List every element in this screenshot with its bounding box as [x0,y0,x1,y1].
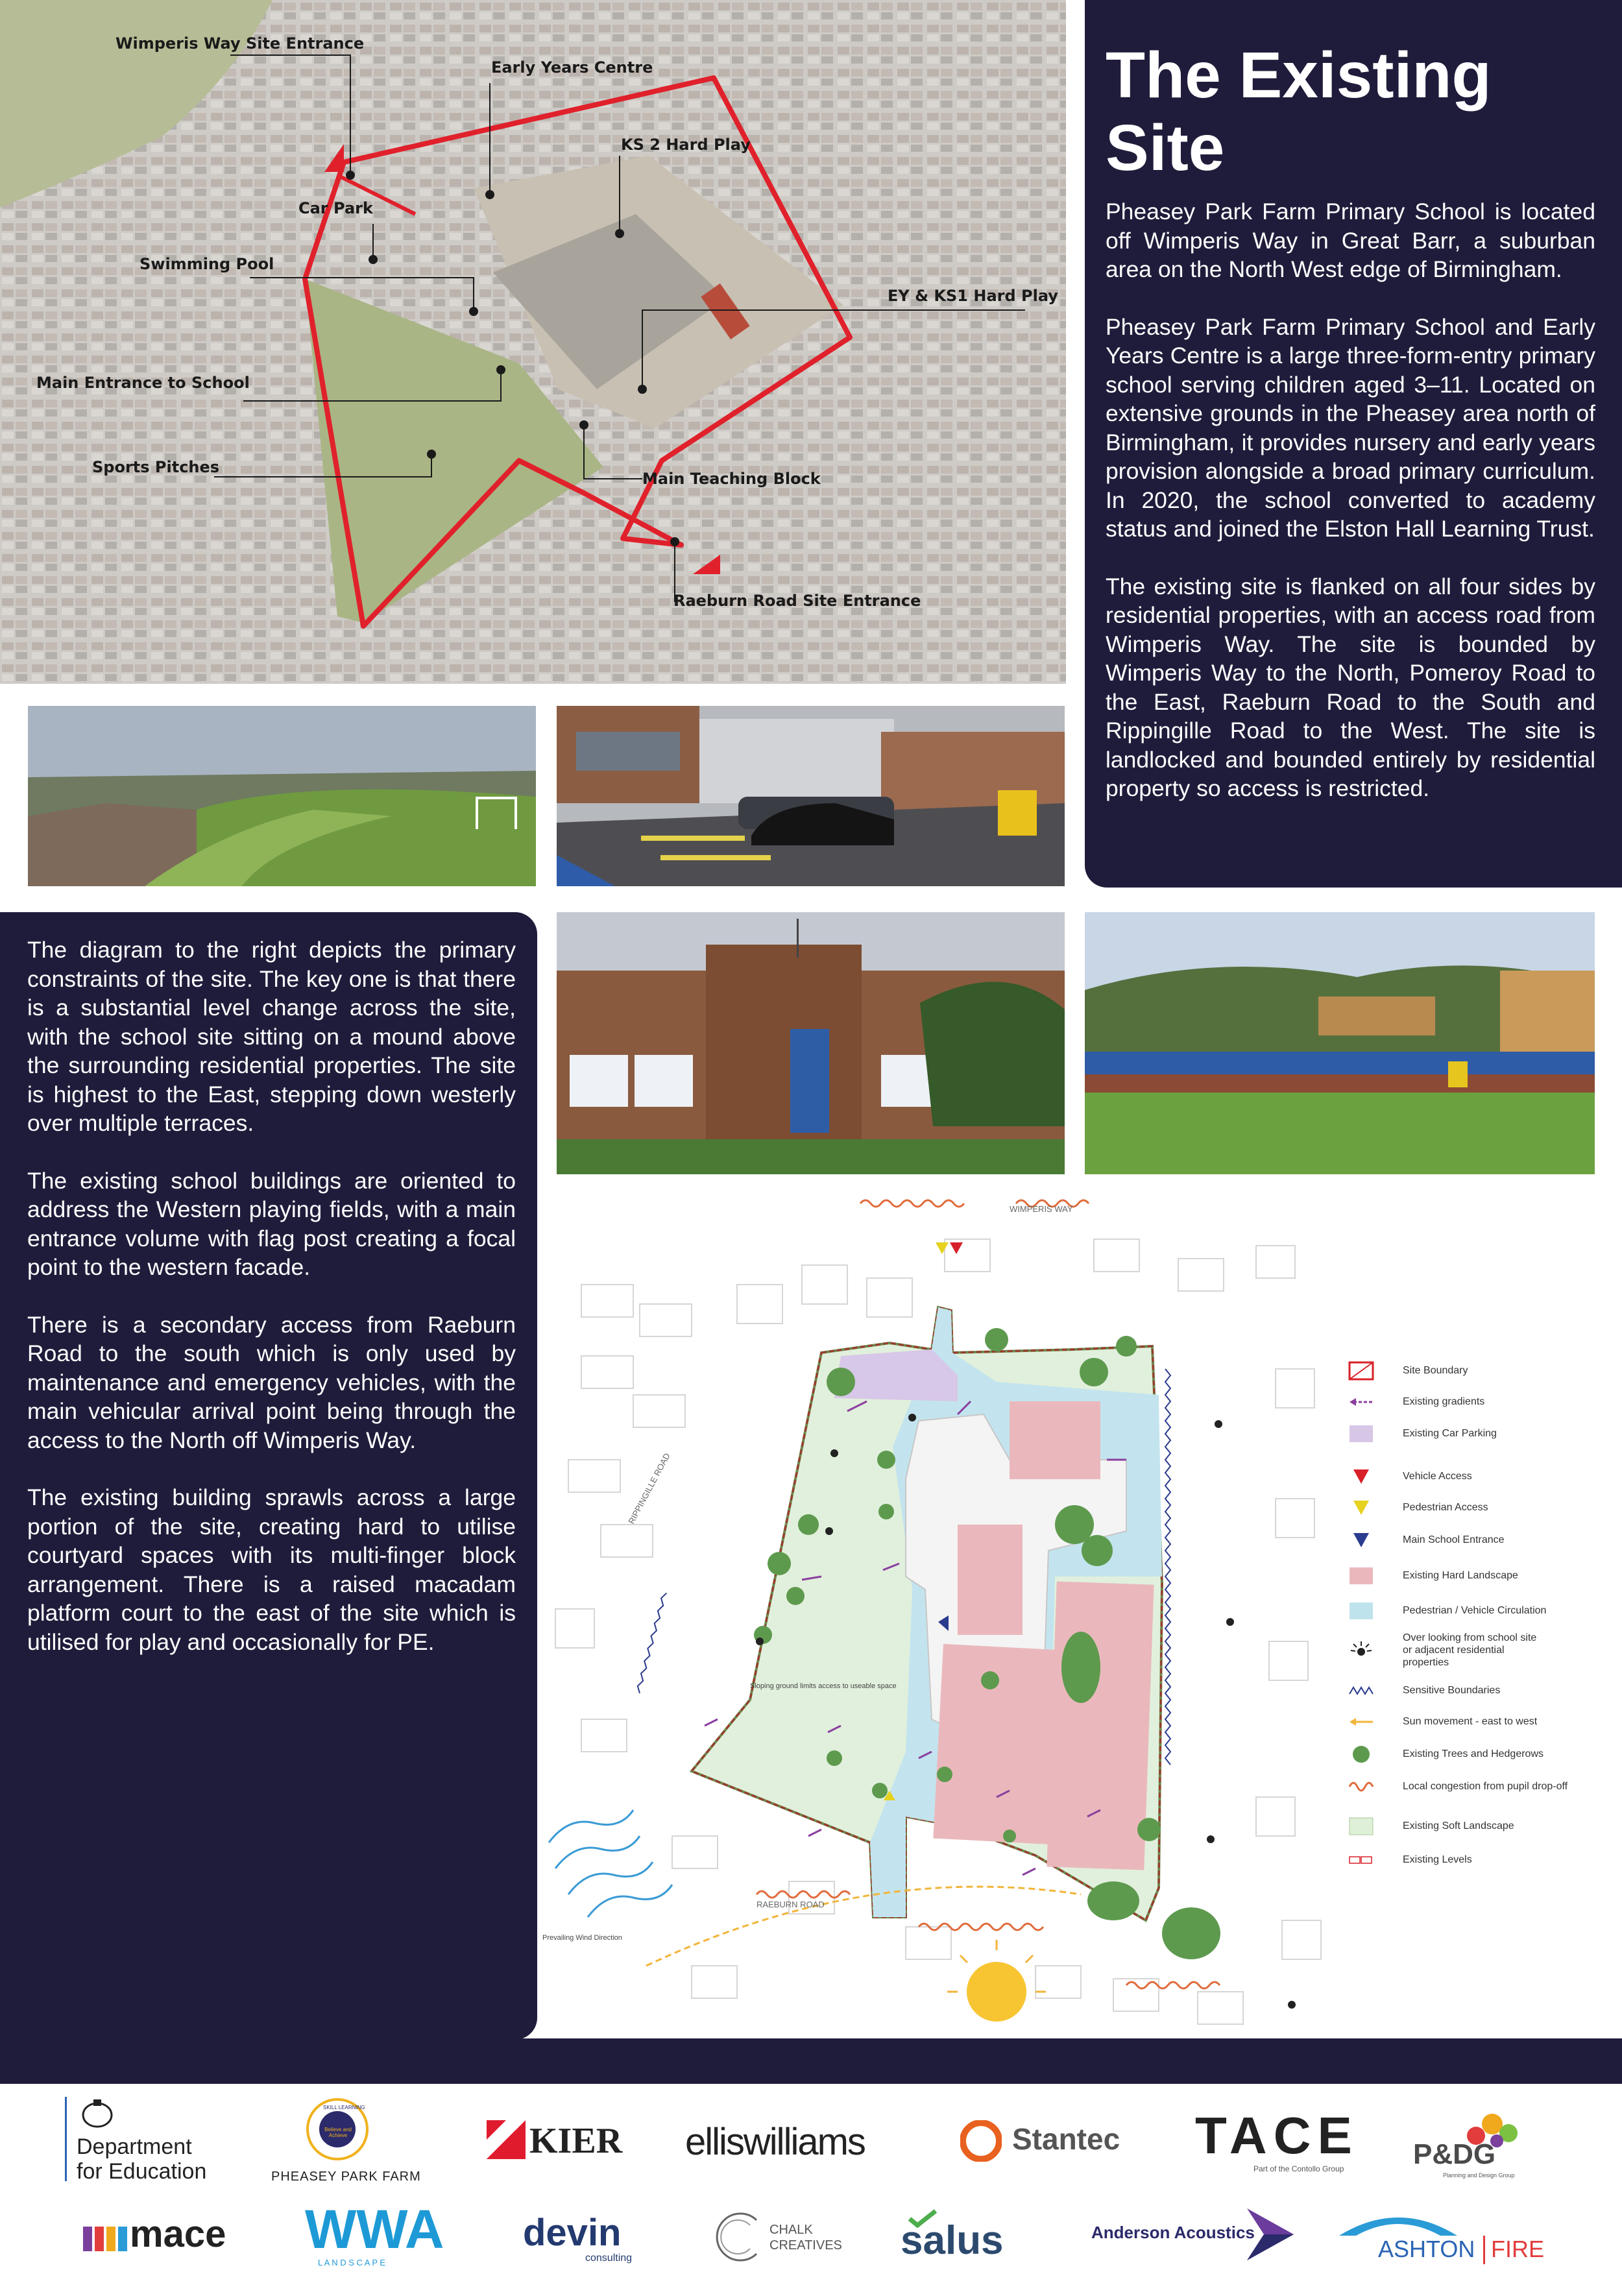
constraints-paragraph: The diagram to the right depicts the primary constraints of the site. The key one is that there is a substantial level change across the site, with the school site sitting on a mound above the surrounding residential properties. The site is highest to the East, stepping down westerly over multiple terraces. [27,937,516,1136]
logo-kier-text: KIER [529,2121,623,2161]
site-boundary-icon [1348,1361,1374,1381]
intro-paragraph: Pheasey Park Farm Primary School is located off Wimperis Way in Great Barr, a suburban area on the North West edge of Birmingham. [1106,199,1595,282]
label-main-entrance: Main Entrance to School [36,374,250,392]
label-early-years: Early Years Centre [491,58,653,77]
mace-bars-icon [83,2227,132,2251]
plan-wind-label: Prevailing Wind Direction [542,1934,622,1942]
car-parking-swatch-icon [1348,1424,1374,1444]
main-entrance-triangle-icon [1348,1530,1374,1550]
legend-label: Existing Levels [1403,1854,1472,1865]
label-wimperis-entrance: Wimperis Way Site Entrance [115,34,365,53]
logo-dfe-line1: Department [77,2134,192,2159]
label-raeburn-entrance: Raeburn Road Site Entrance [673,592,921,610]
logo-salus-text: salus [901,2218,1004,2263]
logo-tace-text: TACE [1195,2107,1359,2164]
plan-sloping-note: Sloping ground limits access to useable space [750,1682,897,1690]
legend-car-parking [1348,1421,1497,1447]
photo-car-park [557,706,1065,886]
logo-dfe [65,2097,234,2188]
logo-pheasey [271,2097,421,2188]
legend-hard-landscape [1348,1563,1518,1589]
constraints-text [27,936,516,1685]
logo-pheasey-name: PHEASEY PARK FARM [271,2169,421,2184]
vehicle-access-triangle-icon [1348,1467,1374,1486]
intro-paragraph: Pheasey Park Farm Primary School and Early Years Centre is a large three-form-entry primary school serving children aged 3–11. Located on extensive grounds in the Pheasey area north of Birmingham, it provides nursery and early years provision alongside a broad primary curriculum. In 2020, the school converted to academy status and joined the Elston Hall Learning Trust. [1106,313,1595,542]
logo-pheasey-badge-mid: Believe and Achieve [324,2127,352,2138]
legend-vehicle-access [1348,1464,1472,1490]
legend-site-boundary [1348,1358,1468,1384]
tree-icon [1348,1745,1374,1764]
logo-wwa-sub: L A N D S C A P E [318,2258,386,2267]
label-teaching: Main Teaching Block [642,470,821,488]
logo-chalk-line2: CREATIVES [769,2238,842,2253]
legend-levels [1348,1847,1472,1873]
soft-landscape-swatch-icon [1348,1817,1374,1836]
legend-label: Sensitive Boundaries [1403,1685,1501,1696]
legend-label: Existing Trees and Hedgerows [1403,1748,1543,1759]
intro-text [1106,197,1595,832]
legend-label: Site Boundary [1403,1365,1468,1376]
legend-label: Main School Entrance [1403,1534,1505,1545]
label-swimming-pool: Swimming Pool [139,255,274,273]
logo-dfe-line2: for Education [77,2159,207,2184]
constraints-paragraph: There is a secondary access from Raeburn Road to the south which is only used by maintenance and emergency vehicles, with the main vehicular arrival point being through the access to the North off Wimperis Way. [27,1311,516,1453]
legend-circulation [1348,1598,1547,1624]
gradient-arrow-icon [1348,1392,1374,1412]
logo-anderson-text: Anderson Acoustics [1091,2223,1255,2242]
legend-label: Existing Car Parking [1403,1428,1497,1439]
footer-band [0,2038,1622,2084]
legend-overlooking [1348,1632,1537,1668]
label-car-park: Car Park [298,199,373,217]
logo-pheasey-badge-top: SKILL LEARNING [323,2105,365,2110]
logo-kier [487,2116,623,2162]
legend-label: Existing Hard Landscape [1403,1570,1518,1581]
legend-main-entrance [1348,1527,1505,1553]
crest-icon [78,2097,117,2129]
sensitive-boundary-icon [1348,1681,1374,1700]
logo-devin-sub: consulting [585,2253,633,2264]
site-constraints-plan [542,1187,1347,2044]
hard-landscape-swatch-icon [1348,1566,1374,1586]
photo-playing-field-slope [28,706,536,886]
logo-pdg-sub: Planning and Design Group [1443,2172,1515,2179]
photo-main-entrance-building [557,912,1065,1174]
overlooking-eye-icon [1348,1640,1374,1660]
intro-panel [1085,0,1622,888]
pedestrian-access-triangle-icon [1348,1498,1374,1517]
legend-sensitive [1348,1678,1501,1704]
logo-ashton-fire [1330,2199,1544,2271]
plan-road-raeburn: RAEBURN ROAD [757,1900,825,1909]
page-title [1106,39,1492,184]
legend-soft-landscape [1348,1813,1514,1839]
logo-pdg [1408,2110,1538,2181]
constraints-paragraph: The existing school buildings are oriented to address the Western playing fields, with a main entrance volume with flag post creating a focal point to the western facade. [27,1167,516,1280]
page-title-line1: The Existing [1106,39,1492,112]
legend-gradients [1348,1389,1485,1415]
label-sports: Sports Pitches [92,458,220,476]
intro-paragraph: The existing site is flanked on all four sides by residential properties, with an access road from Wimperis Way. The site is bounded by Wimperis Way to the North, Pomeroy Road to the East, Raeburn Road to the South and Rippingille Road to the West. The site is landlocked and bounded entirely by residential property so access is restricted. [1106,573,1595,801]
logo-stantec-text: Stantec [1012,2122,1120,2156]
photo-playground-view [1085,912,1595,1174]
logo-devin-text: devin [523,2212,622,2254]
logo-pdg-text: P&DG [1413,2138,1496,2170]
logo-stantec [960,2116,1129,2168]
kier-mark-icon [487,2120,526,2159]
stantec-swirl-icon [960,2120,1002,2162]
logo-ashton-fire-text: FIRE [1491,2236,1545,2262]
logo-wwa-text: WWA [305,2199,444,2260]
levels-tag-icon [1348,1850,1374,1870]
legend-label: Sun movement - east to west [1403,1716,1538,1727]
legend-label: Existing gradients [1403,1396,1485,1407]
circulation-swatch-icon [1348,1601,1374,1621]
logo-ellis-williams: elliswilliams [685,2121,865,2163]
logo-ashton-text: ASHTON [1378,2236,1475,2262]
logo-mace [83,2212,271,2258]
legend-label: Existing Soft Landscape [1403,1820,1514,1831]
sun-arrow-icon [1348,1712,1374,1732]
logo-mace-text: mace [130,2213,226,2255]
legend-pedestrian-access [1348,1495,1488,1521]
legend-label: Local congestion from pupil drop-off [1403,1781,1568,1792]
plan-road-wimperis: WIMPERIS WAY [1010,1204,1073,1214]
aerial-leader-lines [0,0,1066,684]
legend-trees [1348,1741,1543,1767]
legend-label: Pedestrian Access [1403,1502,1488,1513]
legend-label: Over looking from school site or adjacent residential properties [1403,1632,1537,1668]
plan-road-rippingille: RIPPINGILLE ROAD [626,1451,672,1526]
logo-chalk [712,2210,855,2268]
constraints-panel [0,912,537,2040]
ashton-bridge-icon [1337,2199,1460,2238]
congestion-wave-icon [1348,1777,1374,1796]
legend-congestion [1348,1774,1568,1800]
legend-label: Pedestrian / Vehicle Circulation [1403,1605,1547,1616]
label-ey-ks1: EY & KS1 Hard Play [888,287,1058,305]
logo-salus [901,2208,1043,2267]
anderson-mark-icon [1244,2206,1296,2263]
logo-chalk-line1: CHALK [769,2223,813,2237]
page-title-line2: Site [1106,112,1225,184]
constraints-paragraph: The existing building sprawls across a large portion of the site, creating hard to utilise courtyard spaces with its multi-finger block arrangement. There is a raised macadam platform court to the east of the site which is utilised for play and occasionally for PE. [27,1484,516,1655]
logo-wwa [305,2199,480,2267]
legend-sun [1348,1709,1538,1735]
logo-tace-sub: Part of the Contollo Group [1253,2164,1344,2173]
logo-tace [1195,2107,1359,2175]
legend-label: Vehicle Access [1403,1471,1472,1482]
logo-devin [523,2211,653,2269]
chalk-c-icon [712,2210,767,2264]
logo-anderson [1091,2206,1299,2264]
label-ks2: KS 2 Hard Play [621,136,751,154]
